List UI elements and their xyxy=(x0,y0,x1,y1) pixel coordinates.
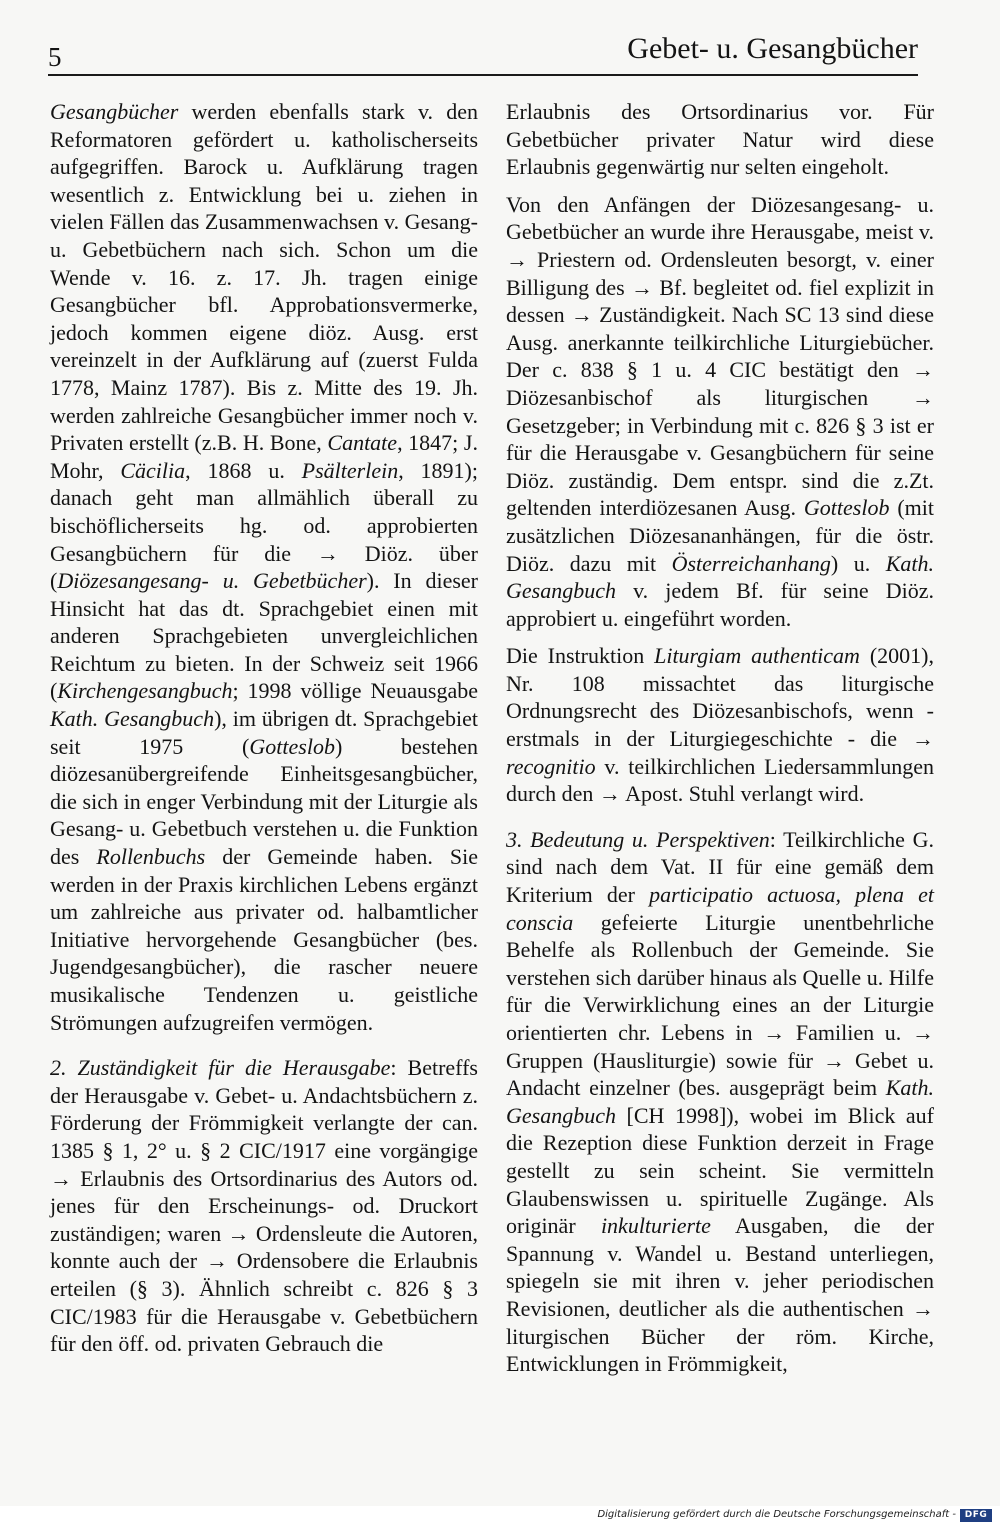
page-number: 5 xyxy=(48,42,62,72)
paragraph: Gesangbücher werden ebenfalls stark v. den Reformatoren gefördert u. katholischerseits aufgegriffen. Barock u. Aufklärung tragen wesentlich z. Entwicklung bei u. ziehen in vielen Fällen das Zusammenwachsen v. Gesang- u. Gebetbüchern nach sich. Schon um die Wende v. 16. z. 17. Jh. tragen einige Gesangbücher bfl. Approbationsvermerke, jedoch kommen eigene diöz. Ausg. erst vereinzelt in der Aufklärung auf (zuerst Fulda 1778, Mainz 1787). Bis z. Mitte des 19. Jh. werden zahlreiche Gesangbücher immer noch v. Privaten erstellt (z.B. H. Bone, Cantate, 1847; J. Mohr, Cäcilia, 1868 u. Psälterlein, 1891); danach geht man allmählich überall zu bischöflicherseits hg. od. approbierten Gesangbüchern für die → Diöz. über (Diözesangesang- u. Gebetbücher). In dieser Hinsicht hat das dt. Sprachgebiet einen mit anderen Sprachgebieten unvergleichlichen Reichtum zu bieten. In der Schweiz seit 1966 (Kirchengesangbuch; 1998 völlige Neuausgabe Kath. Gesangbuch), im übrigen dt. Sprachgebiet seit 1975 (Gotteslob) bestehen diözesanübergreifende Einheitsgesangbücher, die sich in enger Verbindung mit der Liturgie als Gesang- u. Gebetbuch verstehen u. die Funktion des Rollenbuchs der Gemeinde haben. Sie werden in der Praxis kirchlichen Lebens ergänzt um zahlreiche aus privater od. halbamtlicher Initiative hervorgehende Gesangbücher (bes. Jugendgesangbücher), die rascher neuere musikalische Tendenzen u. geistliche Strömungen aufzugreifen vermögen. xyxy=(50,99,479,1035)
section-paragraph: 3. Bedeutung u. Perspektiven: Teilkirchliche G. sind nach dem Vat. II für eine gemäß dem Kriterium der participatio actuosa, plena et conscia gefeierte Liturgie unentbehrliche Behelfe als Rollenbuch der Gemeinde. Sie verstehen sich darüber hinaus als Quelle u. Hilfe für die Verwirklichung eines an der Liturgie orientierten chr. Lebens in → Familien u. → Gruppen (Hausliturgie) sowie für → Gebet u. Andacht einzelner (bes. ausgeprägt beim Kath. Gesangbuch [CH 1998]), wobei im Blick auf die Rezeption diese Funktion derzeit in Frage gestellt zu sein scheint. Sie vermitteln Glaubenswissen u. spirituelle Zugänge. Als originär inkulturierte Ausgaben, die der Spannung v. Wandel u. Bestand unterliegen, spiegeln sie mit ihren v. jeher periodischen Revisionen, deutlicher als die authentischen → liturgischen Bücher der röm. Kirche, Entwicklungen in Frömmigkeit, xyxy=(506,826,934,1377)
paragraph: Von den Anfängen der Diözesangesang- u. Gebetbücher an wurde ihre Herausgabe, meist v. → Priestern od. Ordensleuten besorgt, v. einer Billigung des → Bf. begleitet od. fiel explizit in dessen → Zuständigkeit. Nach SC 13 sind diese Ausg. anerkannte teilkirchliche Liturgiebücher. Der c. 838 § 1 u. 4 CIC bestätigt den → Diözesanbischof als liturgischen → Gesetzgeber; in Verbindung mit c. 826 § 3 ist er für die Herausgabe v. Gesangbüchern für seine Diöz. zuständig. Dem entspr. sind die z.Zt. geltenden interdiözesanen Ausg. Gotteslob (mit zusätzlichen Diözesananhängen, für die östr. Diöz. dazu mit Österreichanhang) u. Kath. Gesangbuch v. jedem Bf. für seine Diöz. approbiert u. eingeführt worden. xyxy=(506,191,934,631)
paragraph: Erlaubnis des Ortsordinarius vor. Für Gebetbücher privater Natur wird diese Erlaubnis gegenwärtig nur selten eingeholt. xyxy=(506,99,934,180)
dfg-logo: DFG xyxy=(960,1509,992,1522)
header-rule xyxy=(48,74,918,76)
right-column xyxy=(506,98,934,1388)
running-head: Gebet- u. Gesangbücher xyxy=(627,32,918,65)
footer-credit: Digitalisierung gefördert durch die Deutsche Forschungsgemeinschaft - xyxy=(597,1509,956,1520)
section-paragraph: 2. Zuständigkeit für die Herausgabe: Betreffs der Herausgabe v. Gebet- u. Andachtsbüchern z. Förderung der Frömmigkeit verlangte der can. 1385 § 1, 2° u. § 2 CIC/1917 eine vorgängige → Erlaubnis des Ortsordinarius des Autors od. jenes für den Erscheinungs- od. Druckort zuständigen; waren → Ordensleute die Autoren, konnte auch der → Ordensobere die Erlaubnis erteilen (§ 3). Ähnlich schreibt c. 826 § 3 CIC/1983 für die Herausgabe v. Gebetbüchern für den öff. od. privaten Gebrauch die xyxy=(50,1055,478,1357)
left-column xyxy=(50,98,478,1368)
digitization-footer xyxy=(0,1506,1000,1525)
paragraph: Die Instruktion Liturgiam authenticam (2001), Nr. 108 missachtet das liturgische Ordnungsrecht des Diözesanbischofs, wenn - erstmals in der Liturgiegeschichte - die → recognitio v. teilkirchlichen Liedersammlungen durch den → Apost. Stuhl verlangt wird. xyxy=(506,643,934,807)
page-header xyxy=(48,28,918,72)
